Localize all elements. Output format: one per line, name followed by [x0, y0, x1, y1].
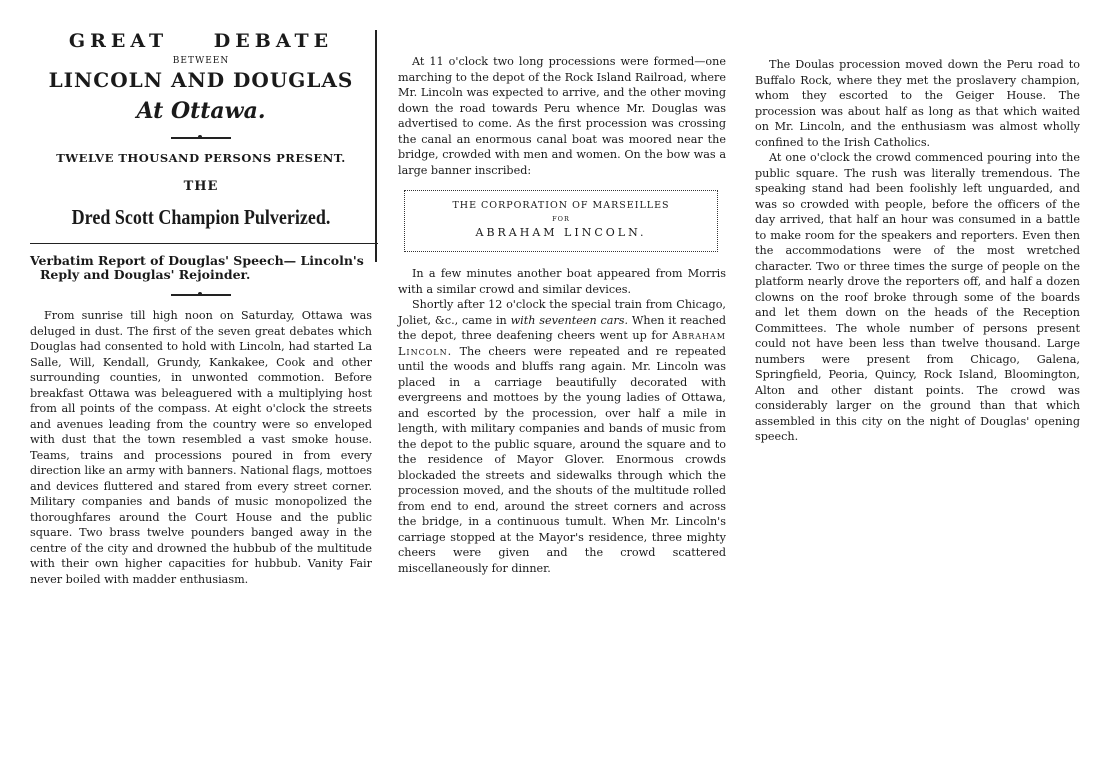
headline-great-debate: GREAT DEBATE — [68, 30, 334, 52]
column-2 — [398, 0, 726, 779]
headline-the: THE — [183, 179, 219, 194]
subheadline-verbatim: Verbatim Report of Douglas' Speech— Lincoln's Reply and Douglas' Rejoinder. — [30, 253, 364, 282]
headline-at-ottawa: At Ottawa. — [136, 98, 266, 124]
headline-lincoln-douglas: LINCOLN AND DOUGLAS — [48, 68, 354, 92]
banner-line-2: FOR — [552, 215, 570, 223]
column-divider — [375, 30, 377, 262]
p3-part-e: The cheers were repeated and re repeated until the woods and bluffs rang again. Mr. Lincoln was placed in a carriage beautifully decorated with evergreens and mottoes by the young ladies of Ottawa, and escorted by the procession, over half a mile in length, with military companies and bands of music from the depot to the public square, around the square and to the residence of Mayor Glover. Enormous crowds blockaded the streets and sidewalks through which the procession moved, and the shouts of the multitude rolled from end to end, around the street corners and across the bridge, in a continuous tumult. When Mr. Lincoln's carriage stopped at the Mayor's residence, three mighty cheers were given and the crowd scattered miscellaneously for dinner. — [398, 344, 726, 575]
banner-inscription-box — [404, 190, 718, 252]
ornamental-dash-2 — [171, 294, 231, 296]
column-1-paragraph: From sunrise till high noon on Saturday, Ottawa was deluged in dust. The first of the seven great debates which Douglas had consented to hold with Lincoln, had started La Salle, Will, Kendall, Grundy, Kankakee, Cook and other surrounding counties, in unwonted commotion. Before breakfast Ottawa was beleaguered with a multiplying host from all points of the compass. At eight o'clock the streets and avenues leading from the country were so enveloped with dust that the town resembled a vast smoke house. Teams, trains and processions poured in from every direction like an army with banners. National flags, mottoes and devices fluttered and stared from every street corner. Military companies and bands of music monopolized the thoroughfares around the Court House and the public square. Two brass twelve pounders banged away in the centre of the city and drowned the hubbub of the multitude with their own higher capacities for hubbub. Vanity Fair never boiled with madder enthusiasm. — [30, 309, 372, 586]
p3-smallcaps-lincoln: Abraham Lincoln. — [398, 329, 726, 358]
column-3-paragraph-2: At one o'clock the crowd commenced pouring into the public square. The rush was literally tremendous. The speaking stand had been foolishly left unguarded, and was so crowded with people, before the officers of the day arrived, that half an hour was consumed in a battle to make room for the speakers and reporters. Even then the accommodations were of the most wretched character. Two or three times the surge of people on the platform nearly drove the reporters off, and half a dozen clowns on the roof broke through some of the boards and let them down on the heads of the Reception Committees. The whole number of persons present could not have been less than twelve thousand. Large numbers were present from Chicago, Galena, Springfield, Peoria, Quincy, Rock Island, Bloomington, Alton and other distant points. The crowd was considerably larger on the ground than that which assembled in this city on the night of Douglas' opening speech. — [755, 151, 1080, 443]
banner-line-3: ABRAHAM LINCOLN. — [475, 226, 647, 239]
p3-part-c: When it reached the depot, three deafening cheers went up for — [398, 313, 727, 342]
p3-italic-cars: with seventeen cars. — [510, 313, 629, 327]
banner-line-1: THE CORPORATION OF MARSEILLES — [452, 200, 670, 211]
p3-part-a: Shortly after 12 o'clock the special train from Chicago, Joliet, &c., came in — [398, 298, 726, 327]
headline-between: BETWEEN — [172, 56, 230, 66]
column-2-paragraph-2: In a few minutes another boat appeared from Morris with a similar crowd and similar devices. — [398, 267, 726, 296]
headline-dred-scott: Dred Scott Champion Pulverized. — [71, 205, 331, 229]
column-3 — [755, 0, 1080, 779]
ornamental-dash — [171, 137, 231, 139]
column-1 — [30, 0, 372, 779]
column-2-paragraph-3 — [398, 297, 726, 576]
column-3-paragraph-1: The Doulas procession moved down the Peru road to Buffalo Rock, where they met the proslavery champion, whom they escorted to the Geiger House. The procession was about half as long as that which waited on Mr. Lincoln, and the enthusiasm was almost wholly confined to the Irish Catholics. — [755, 58, 1080, 149]
headline-twelve-thousand: TWELVE THOUSAND PERSONS PRESENT. — [56, 151, 346, 165]
section-rule — [30, 243, 378, 244]
column-2-paragraph-1: At 11 o'clock two long processions were formed—one marching to the depot of the Rock Island Railroad, where Mr. Lincoln was expected to arrive, and the other moving down the road towards Peru whence Mr. Douglas was advertised to come. As the first procession was crossing the canal an enormous canal boat was moored near the bridge, crowded with men and women. On the bow was a large banner inscribed: — [398, 55, 726, 177]
